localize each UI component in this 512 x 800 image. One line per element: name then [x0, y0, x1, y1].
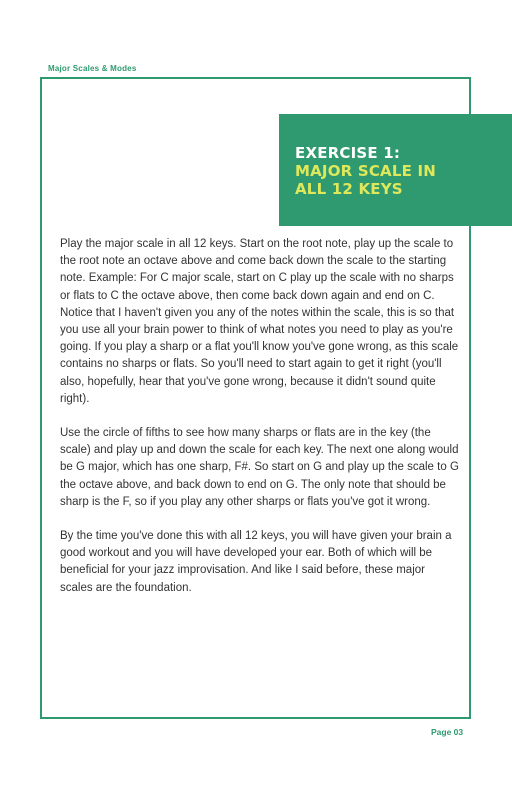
paragraph-2: Use the circle of fifths to see how many sharps or flats are in the key (the scale) and play up and down the scale for each key. The next one along would be G major, which has one sharp, F#. So start on G and play up the scale to G the octave above, and back down to end on G. The only note that should be sharp is the F, so if you play any other sharps or flats you've got it wrong. — [60, 427, 459, 508]
paragraph-3: By the time you've done this with all 12 keys, you will have given your brain a good workout and you will have developed your ear. Both of which will be beneficial for your jazz improvisation. And like I said before, these major scales are the foundation. — [60, 530, 452, 594]
exercise-title-box — [279, 114, 512, 226]
exercise-title-line-3: ALL 12 KEYS — [295, 180, 403, 198]
exercise-title-line-1: EXERCISE 1: — [295, 144, 401, 162]
body-text — [60, 236, 460, 614]
exercise-title-line-2: MAJOR SCALE IN — [295, 162, 437, 180]
paragraph-1: Play the major scale in all 12 keys. Start on the root note, play up the scale to the root note an octave above and come back down the scale to the starting note. Example: For C major scale, start on C play up the scale with no sharps or flats to C the octave above, then come back down again and end on C. Notice that I haven't given you any of the notes within the scale, this is so that you use all your brain power to think of what notes you need to play as you're going. If you play a sharp or a flat you'll know you've gone wrong, as this scale contains no sharps or flats. So you'll need to start again to get it right (you'll also, hopefully, hear that you've gone wrong, because it didn't sound quite right). — [60, 238, 459, 405]
section-header-label: Major Scales & Modes — [48, 64, 137, 73]
page-number: Page 03 — [431, 727, 464, 737]
